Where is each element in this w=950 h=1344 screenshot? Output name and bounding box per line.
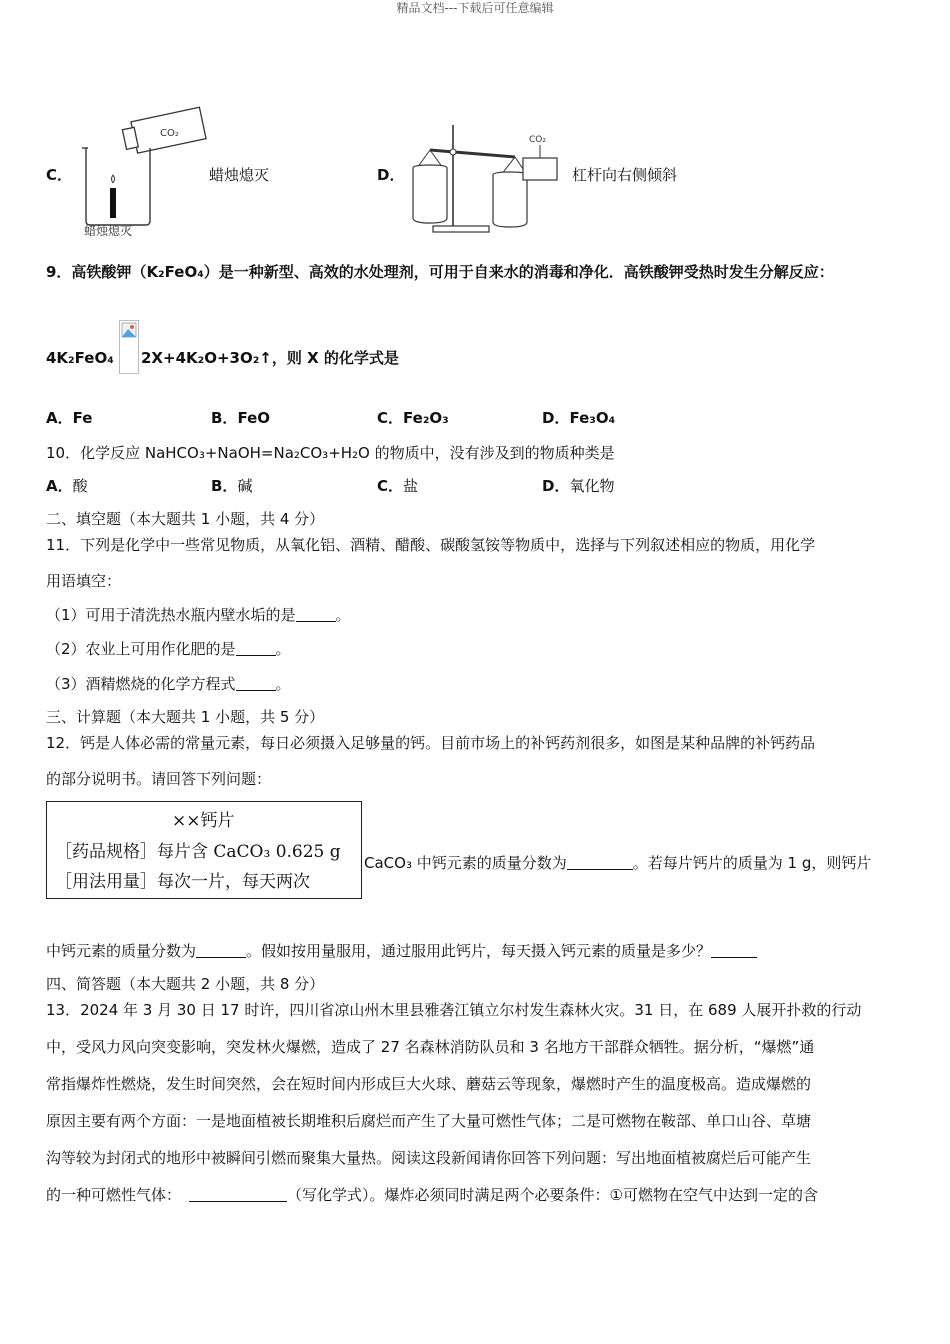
q12-line2: 的部分说明书。请回答下列问题： (46, 770, 272, 788)
box-spec-row: ［药品规格］每片含 CaCO₃ 0.625 g (55, 842, 341, 862)
q11-sub1: （1）可用于清洗热水瓶内壁水垢的是 。 (46, 606, 351, 624)
q10-option-c: C．盐 (377, 477, 419, 495)
q8-option-d-text: 杠杆向右侧倾斜 (572, 166, 678, 184)
q11-sub2: （2）农业上可用作化肥的是 。 (46, 640, 291, 658)
co2-label: CO₂ (529, 135, 546, 145)
section-2-title: 二、填空题（本大题共 1 小题，共 4 分） (46, 510, 325, 528)
q8-option-c-text: 蜡烛熄灭 (209, 166, 270, 184)
q13-line1: 13．2024 年 3 月 30 日 17 时许，四川省凉山州木里县雅砻江镇立尔村发生森林火灾。31 日，在 689 人展开扑救的行动 (46, 1001, 862, 1019)
q13-line2: 中，受风力风向突变影响，突发林火爆燃，造成了 27 名森林消防队员和 3 名地方干部群众牺牲。据分析，“爆燃”通 (46, 1038, 815, 1056)
q13-line5: 沟等较为封闭式的地形中被瞬间引燃而聚集大量热。阅读这段新闻请你回答下列问题：写出地面植被腐烂后可能产生 (46, 1149, 812, 1167)
q13-line3: 常指爆炸性燃烧，发生时间突然，会在短时间内形成巨大火球、蘑菇云等现象，爆燃时产生的温度极高。造成爆燃的 (46, 1075, 812, 1093)
answer-blank[interactable] (236, 676, 276, 691)
q12-line4: 中钙元素的质量分数为 。假如按用量服用，通过服用此钙片，每天摄入钙元素的质量是多少？ (46, 941, 757, 961)
beaker-co2-figure (70, 103, 215, 238)
q9-equation-left: 4K₂FeO₄ (46, 349, 114, 367)
q10-option-a: A．酸 (46, 477, 88, 495)
answer-blank[interactable] (196, 943, 246, 958)
box-usage-row: ［用法用量］每次一片，每天两次 (55, 872, 310, 892)
q12-line1: 12．钙是人体必需的常量元素，每日必须摄入足够量的钙。目前市场上的补钙药剂很多，如图是某种品牌的补钙药品 (46, 734, 816, 752)
q9-option-c: C．Fe₂O₃ (377, 409, 449, 427)
section-3-title: 三、计算题（本大题共 1 小题，共 5 分） (46, 708, 325, 726)
medicine-label-box (46, 801, 362, 899)
q8-option-c-label: C． (46, 166, 73, 184)
q9-equation-right: 2X+4K₂O+3O₂↑，则 X 的化学式是 (141, 349, 399, 367)
q12-line3: CaCO₃ 中钙元素的质量分数为 。若每片钙片的质量为 1 g，则钙片 (364, 854, 872, 872)
q9-stem: 9．高铁酸钾（K₂FeO₄）是一种新型、高效的水处理剂，可用于自来水的消毒和净化．高铁酸钾受热时发生分解反应： (46, 263, 834, 281)
q11-sub3: （3）酒精燃烧的化学方程式 。 (46, 675, 291, 693)
q10-stem: 10．化学反应 NaHCO₃+NaOH=Na₂CO₃+H₂O 的物质中，没有涉及到的物质种类是 (46, 444, 615, 462)
section-4-title: 四、简答题（本大题共 2 小题，共 8 分） (46, 975, 325, 993)
q13-line4: 原因主要有两个方面：一是地面植被长期堆积后腐烂而产生了大量可燃性气体；二是可燃物在鞍部、单口山谷、草塘 (46, 1112, 812, 1130)
bottle-co2-label: CO₂ (160, 128, 179, 139)
answer-blank[interactable] (236, 641, 276, 656)
q9-option-b: B．FeO (211, 409, 271, 427)
q13-line6: 的一种可燃性气体： （写化学式）。爆炸必须同时满足两个必要条件：①可燃物在空气中达到一定的含 (46, 1186, 818, 1204)
box-title: ××钙片 (172, 811, 235, 831)
page-header: 精品文档---下载后可任意编辑 (396, 1, 554, 15)
figure-caption: 蜡烛熄灭 (84, 224, 133, 238)
answer-blank[interactable] (567, 855, 633, 870)
q11-line2: 用语填空： (46, 572, 122, 590)
answer-blank[interactable] (711, 943, 757, 958)
answer-blank[interactable] (189, 1187, 287, 1202)
q9-option-d: D．Fe₃O₄ (542, 409, 616, 427)
q8-option-d-label: D． (377, 166, 405, 184)
broken-image-icon (119, 320, 139, 374)
q11-line1: 11．下列是化学中一些常见物质，从氧化铝、酒精、醋酸、碳酸氢铵等物质中，选择与下列叙述相应的物质，用化学 (46, 536, 816, 554)
q9-option-a: A．Fe (46, 409, 93, 427)
q10-option-d: D．氧化物 (542, 477, 615, 495)
answer-blank[interactable] (296, 607, 336, 622)
q10-option-b: B．碱 (211, 477, 253, 495)
lever-balance-figure (405, 120, 565, 238)
